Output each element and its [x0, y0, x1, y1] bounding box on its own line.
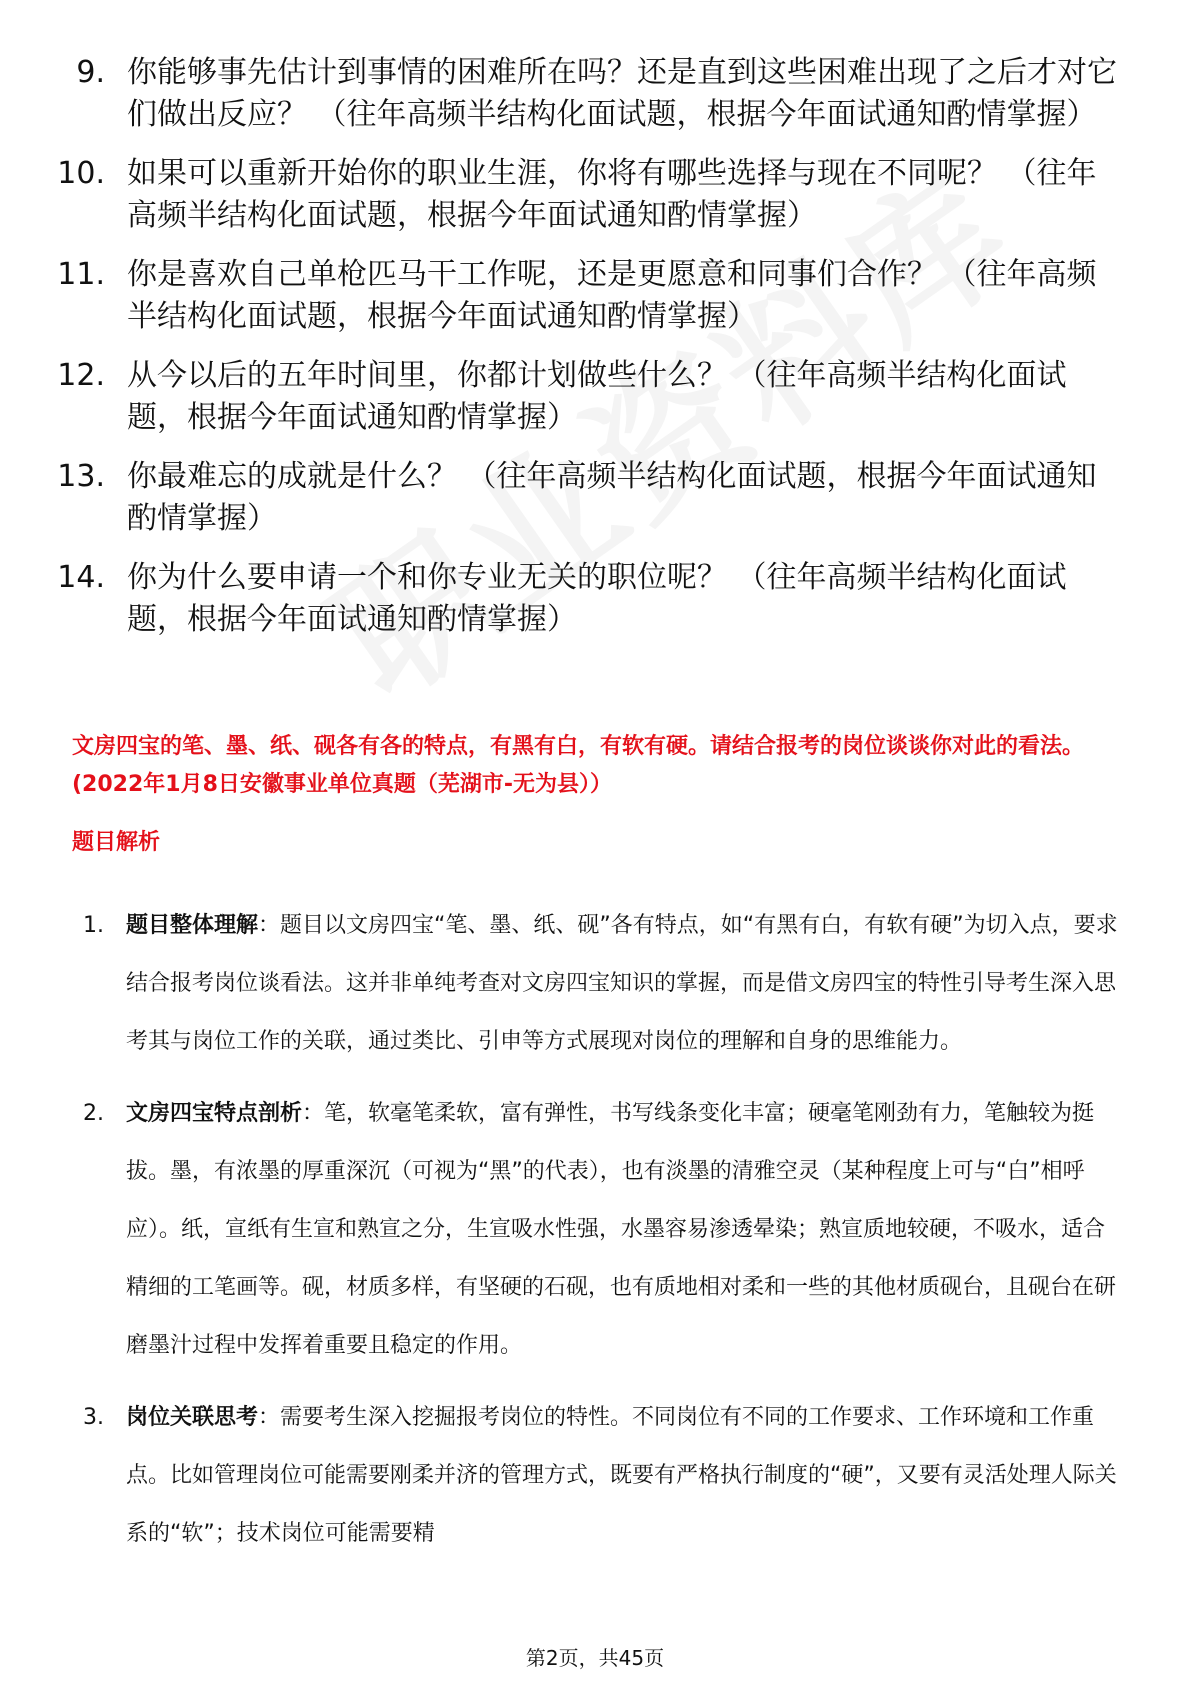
analysis-list	[0, 897, 1190, 1577]
question-text: 你最难忘的成就是什么？ （往年高频半结构化面试题，根据今年面试通知酌情掌握）	[127, 459, 1097, 536]
question-number: 12.	[57, 358, 105, 393]
analysis-body	[126, 1085, 1120, 1375]
question-item	[0, 355, 1190, 439]
page-footer: 第2页，共45页	[525, 1646, 665, 1670]
question-text: 如果可以重新开始你的职业生涯，你将有哪些选择与现在不同呢？ （往年高频半结构化面试题，根据今年面试通知酌情掌握）	[127, 156, 1097, 233]
question-number: 14.	[57, 560, 105, 595]
analysis-number: 3.	[83, 1405, 104, 1430]
analysis-item-text: ：需要考生深入挖掘报考岗位的特性。不同岗位有不同的工作要求、工作环境和工作重点。比如管理岗位可能需要刚柔并济的管理方式，既要有严格执行制度的“硬”，又要有灵活处理人际关系的“软”；技术岗位可能需要精	[126, 1405, 1117, 1546]
analysis-item-text: ：笔，软毫笔柔软，富有弹性，书写线条变化丰富；硬毫笔刚劲有力，笔触较为挺拔。墨，有浓墨的厚重深沉（可视为“黑”的代表），也有淡墨的清雅空灵（某种程度上可与“白”相呼应）。纸，宣纸有生宣和熟宣之分，生宣吸水性强，水墨容易渗透晕染；熟宣质地较硬，不吸水，适合精细的工笔画等。砚，材质多样，有坚硬的石砚，也有质地相对柔和一些的其他材质砚台，且砚台在研磨墨汁过程中发挥着重要且稳定的作用。	[126, 1101, 1117, 1358]
question-text: 你能够事先估计到事情的困难所在吗？还是直到这些困难出现了之后才对它们做出反应？ （往年高频半结构化面试题，根据今年面试通知酌情掌握）	[127, 55, 1117, 132]
question-text: 你是喜欢自己单枪匹马干工作呢，还是更愿意和同事们合作？ （往年高频半结构化面试题，根据今年面试通知酌情掌握）	[127, 257, 1097, 334]
analysis-item	[0, 897, 1190, 1071]
analysis-item	[0, 1085, 1190, 1375]
question-number: 9.	[76, 55, 105, 90]
analysis-item-heading: 文房四宝特点剖析	[126, 1101, 303, 1126]
topic-title: 文房四宝的笔、墨、纸、砚各有各的特点，有黑有白，有软有硬。请结合报考的岗位谈谈你对此的看法。(2022年1月8日安徽事业单位真题（芜湖市-无为县））	[72, 734, 1085, 797]
question-text: 从今以后的五年时间里，你都计划做些什么？ （往年高频半结构化面试题，根据今年面试通知酌情掌握）	[127, 358, 1067, 435]
analysis-body	[126, 897, 1120, 1071]
analysis-item-text: ：题目以文房四宝“笔、墨、纸、砚”各有特点，如“有黑有白，有软有硬”为切入点，要求结合报考岗位谈看法。这并非单纯考查对文房四宝知识的掌握，而是借文房四宝的特性引导考生深入思考其与岗位工作的关联，通过类比、引申等方式展现对岗位的理解和自身的思维能力。	[126, 913, 1118, 1054]
analysis-heading: 题目解析	[72, 830, 161, 855]
question-number: 10.	[57, 156, 105, 191]
question-number: 13.	[57, 459, 105, 494]
analysis-item	[0, 1389, 1190, 1563]
analysis-item-heading: 岗位关联思考	[126, 1405, 259, 1430]
question-item	[0, 557, 1190, 641]
analysis-body	[126, 1389, 1120, 1563]
question-item	[0, 456, 1190, 540]
question-number: 11.	[57, 257, 105, 292]
question-text: 你为什么要申请一个和你专业无关的职位呢？ （往年高频半结构化面试题，根据今年面试通知酌情掌握）	[127, 560, 1067, 637]
question-item	[0, 153, 1190, 237]
analysis-number: 1.	[83, 913, 104, 938]
question-item	[0, 52, 1190, 136]
question-list	[0, 52, 1190, 658]
analysis-item-heading: 题目整体理解	[126, 913, 259, 938]
question-item	[0, 254, 1190, 338]
analysis-number: 2.	[83, 1101, 104, 1126]
